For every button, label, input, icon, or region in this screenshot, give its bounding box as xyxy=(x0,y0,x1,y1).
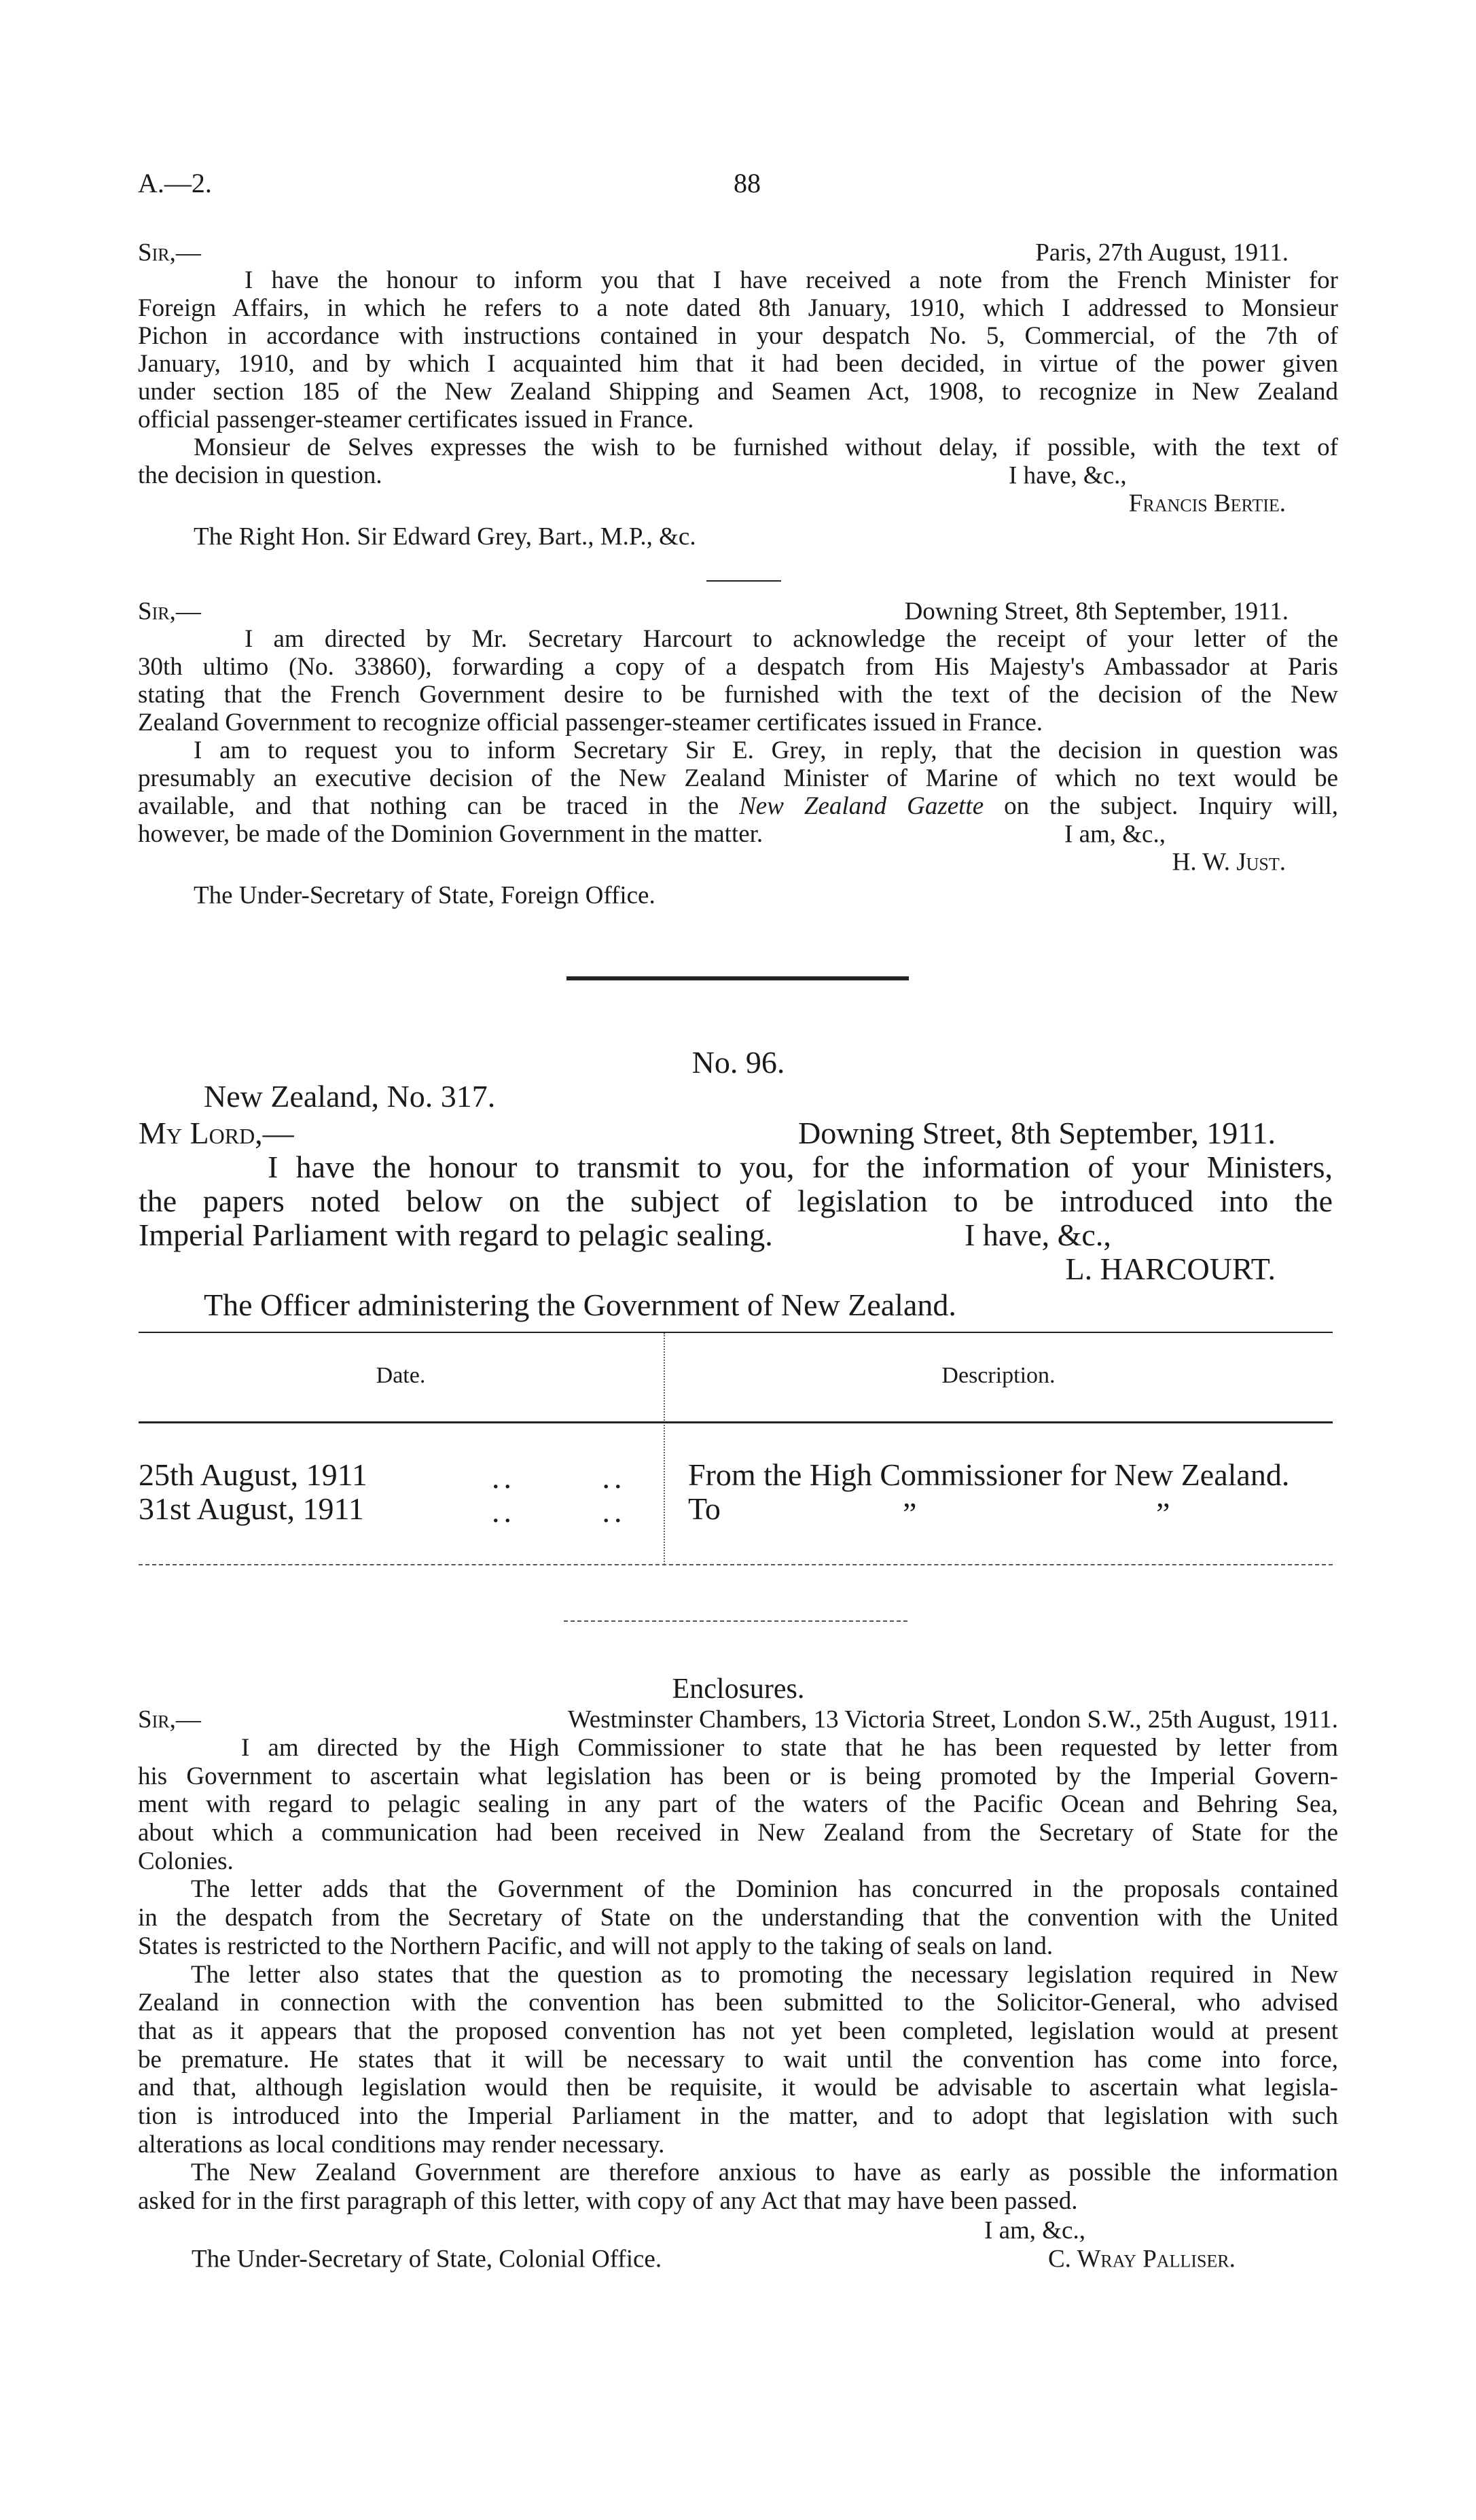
text-line: The letter also states that the question as to promoting the necessary legislation required in New xyxy=(191,1960,1338,1989)
row-description: From the High Commissioner for New Zealand. xyxy=(688,1457,1290,1492)
text-line: January, 1910, and by which I acquainted him that it had been decided, in virtue of the power given xyxy=(138,350,1338,378)
text-line: Monsieur de Selves expresses the wish to be furnished without delay, if possible, with the text of xyxy=(194,433,1338,461)
enclosure-addressee: The Under-Secretary of State, Colonial Office. xyxy=(192,2245,662,2273)
text-line: that as it appears that the proposed convention has not yet been completed, legislation would at present xyxy=(138,2017,1338,2045)
text-line: official passenger-steamer certificates issued in France. xyxy=(138,406,694,433)
letter1-addressee: The Right Hon. Sir Edward Grey, Bart., M.P., &c. xyxy=(194,522,696,551)
despatch-body xyxy=(139,1150,1333,1252)
section-divider xyxy=(706,580,781,582)
publication-title: New Zealand Gazette xyxy=(739,792,984,820)
enclosure-body xyxy=(138,1734,1338,2216)
text-line: I have the honour to inform you that I have received a note from the French Minister for xyxy=(245,266,1338,294)
letter2-place-date: Downing Street, 8th September, 1911. xyxy=(904,597,1289,626)
text-line: I am to request you to inform Secretary Sir E. Grey, in reply, that the decision in question was xyxy=(194,737,1338,764)
text-line: Zealand in connection with the convention has been submitted to the Solicitor-General, who advised xyxy=(138,1989,1338,2017)
text-line: The New Zealand Government are therefore anxious to have as early as possible the information xyxy=(191,2159,1338,2187)
text-line: The letter adds that the Government of the Dominion has concurred in the proposals contained xyxy=(191,1875,1338,1904)
document-series: A.—2. xyxy=(138,168,212,198)
enclosure-salutation: Sir,— xyxy=(138,1705,201,1734)
despatch-addressee: The Officer administering the Government of New Zealand. xyxy=(204,1288,956,1322)
text-line: ment with regard to pelagic sealing in any part of the waters of the Pacific Ocean and Behring Sea, xyxy=(138,1790,1338,1819)
table-header-description: Description. xyxy=(941,1363,1056,1388)
text-line: available, and that nothing can be traced in the New Zealand Gazette on the subject. Inquiry will, xyxy=(138,792,1338,820)
letter2-addressee: The Under-Secretary of State, Foreign Office. xyxy=(194,881,655,910)
text-line: I am directed by Mr. Secretary Harcourt to acknowledge the receipt of your letter of the xyxy=(245,625,1338,653)
table-bottom-rule xyxy=(139,1564,1333,1565)
row-date: 25th August, 1911 xyxy=(139,1457,367,1492)
letter2-signature: H. W. Just. xyxy=(1172,848,1286,876)
text-line: about which a communication had been received in New Zealand from the Secretary of State for the xyxy=(138,1819,1338,1847)
table-column-divider xyxy=(664,1333,665,1565)
enclosure-closing: I am, &c., xyxy=(984,2216,1085,2245)
enclosure-signature: C. Wray Palliser. xyxy=(1048,2245,1236,2273)
text-line: and that, although legislation would then be requisite, it would be advisable to ascertain what legisla- xyxy=(138,2074,1338,2102)
row-leader-dots: .. .. xyxy=(492,1494,626,1529)
text-line: Imperial Parliament with regard to pelagic sealing. xyxy=(139,1218,773,1252)
text-line: tion is introduced into the Imperial Parliament in the matter, and to adopt that legislation with such xyxy=(138,2101,1338,2130)
letter2-salutation: Sir,— xyxy=(138,597,201,626)
letter2-closing: I am, &c., xyxy=(1064,820,1166,849)
text-line: be premature. He states that it will be necessary to wait until the convention has come into force, xyxy=(138,2045,1338,2074)
table-header-date: Date. xyxy=(376,1363,426,1388)
text-line: the decision in question. xyxy=(138,461,382,489)
text-line: however, be made of the Dominion Government in the matter. xyxy=(138,820,763,848)
text-line: Foreign Affairs, in which he refers to a note dated 8th January, 1910, which I addressed to Monsieur xyxy=(138,294,1338,322)
thick-section-divider xyxy=(566,976,909,980)
letter2-body xyxy=(138,625,1338,848)
text-line: asked for in the first paragraph of this letter, with copy of any Act that may have been passed. xyxy=(138,2187,1078,2215)
text-line: in the despatch from the Secretary of State on the understanding that the convention with the United xyxy=(138,1904,1338,1932)
text-line: his Government to ascertain what legislation has been or is being promoted by the Imperial Govern- xyxy=(138,1762,1338,1790)
table-top-rule xyxy=(139,1332,1333,1333)
letter1-salutation: Sir,— xyxy=(138,238,201,267)
letter1-closing: I have, &c., xyxy=(1009,461,1127,490)
text-line: I have the honour to transmit to you, for the information of your Ministers, xyxy=(268,1150,1333,1184)
row-description: To xyxy=(688,1491,721,1526)
letter1-body xyxy=(138,266,1338,489)
text-line: Zealand Government to recognize official passenger-steamer certificates issued in France. xyxy=(138,709,1043,737)
despatch-salutation: My Lord,— xyxy=(139,1116,294,1150)
text-line: 30th ultimo (No. 33860), forwarding a copy of a despatch from His Majesty's Ambassador at Paris xyxy=(138,653,1338,681)
page-number: 88 xyxy=(734,168,761,198)
text-line: States is restricted to the Northern Pacific, and will not apply to the taking of seals on land. xyxy=(138,1932,1054,1960)
text-line: Pichon in accordance with instructions contained in your despatch No. 5, Commercial, of the 7th of xyxy=(138,322,1338,350)
section-divider-dashed xyxy=(564,1620,907,1622)
enclosure-place-date: Westminster Chambers, 13 Victoria Street, London S.W., 25th August, 1911. xyxy=(567,1705,1338,1734)
text-line: presumably an executive decision of the New Zealand Minister of Marine of which no text would be xyxy=(138,764,1338,792)
despatch-reference: New Zealand, No. 317. xyxy=(204,1079,496,1114)
despatch-number: No. 96. xyxy=(691,1045,785,1080)
text-line: Colonies. xyxy=(138,1847,234,1875)
despatch-signature: L. HARCOURT. xyxy=(1065,1252,1276,1286)
enclosures-heading: Enclosures. xyxy=(672,1673,805,1705)
letter1-place-date: Paris, 27th August, 1911. xyxy=(1035,238,1289,267)
letter1-signature: Francis Bertie. xyxy=(1128,489,1286,518)
text-line: stating that the French Government desire to be furnished with the text of the decision of the New xyxy=(138,681,1338,709)
row-leader-dots: .. .. xyxy=(492,1460,626,1495)
text-line: the papers noted below on the subject of legislation to be introduced into the xyxy=(139,1184,1333,1218)
row-ditto-mark: ” xyxy=(1156,1496,1170,1531)
text-line: I am directed by the High Commissioner to state that he has been requested by letter from xyxy=(241,1734,1338,1762)
row-date: 31st August, 1911 xyxy=(139,1491,364,1526)
despatch-closing: I have, &c., xyxy=(965,1218,1111,1252)
table-header-rule xyxy=(139,1421,1333,1423)
text-line: under section 185 of the New Zealand Shipping and Seamen Act, 1908, to recognize in New Zealand xyxy=(138,378,1338,406)
despatch-place-date: Downing Street, 8th September, 1911. xyxy=(798,1116,1276,1150)
row-ditto-mark: ” xyxy=(903,1496,917,1531)
text-line: alterations as local conditions may render necessary. xyxy=(138,2130,665,2159)
